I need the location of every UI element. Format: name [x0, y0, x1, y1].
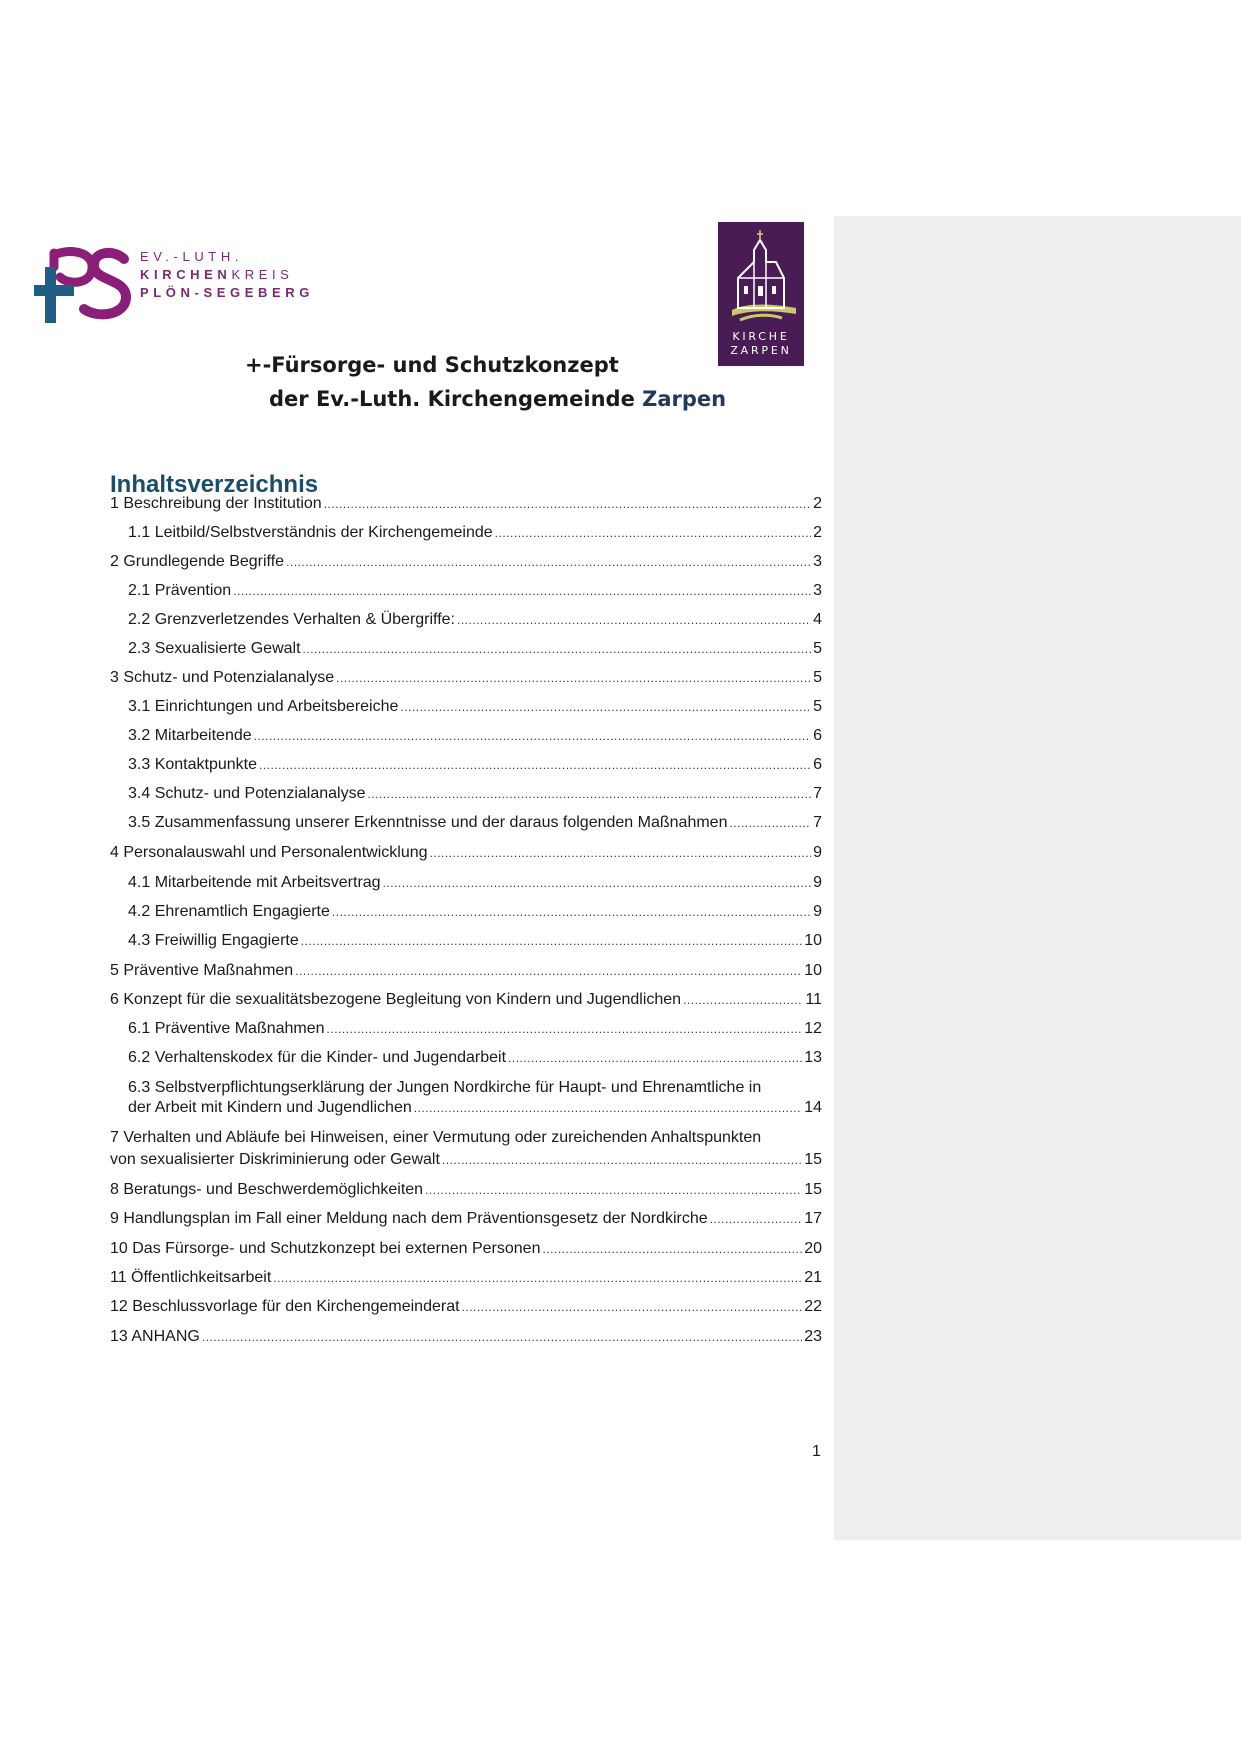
- toc-entry[interactable]: [128, 812, 822, 834]
- toc-entry[interactable]: [128, 696, 822, 718]
- toc-entry-title: 3.1 Einrichtungen und Arbeitsbereiche: [128, 698, 399, 715]
- toc-dot-leader: [383, 872, 812, 894]
- toc-entry[interactable]: [110, 1238, 822, 1260]
- document-title-line-2: [269, 387, 726, 411]
- toc-entry-page: 22: [804, 1298, 822, 1315]
- toc-dot-leader: [259, 754, 811, 776]
- kirchenkreis-logo: [32, 245, 332, 325]
- toc-dot-leader: [233, 580, 811, 602]
- toc-entry-page: 5: [813, 640, 822, 657]
- toc-dot-leader: [710, 1208, 803, 1230]
- toc-entry-title: von sexualisierter Diskriminierung oder Gewalt: [110, 1151, 440, 1168]
- toc-entry-title: 6.1 Präventive Maßnahmen: [128, 1020, 325, 1037]
- toc-entry-title: 1 Beschreibung der Institution: [110, 495, 322, 512]
- toc-entry-page: 21: [804, 1269, 822, 1286]
- toc-entry[interactable]: [110, 667, 822, 689]
- logo-line-2-rest: KREIS: [231, 267, 294, 282]
- toc-entry[interactable]: [128, 783, 822, 805]
- toc-entry[interactable]: [128, 725, 822, 747]
- toc-entry-title: 8 Beratungs- und Beschwerdemöglichkeiten: [110, 1181, 424, 1198]
- kirchenkreis-logo-text: [140, 248, 314, 302]
- toc-entry-page: 4: [813, 611, 822, 628]
- toc-dot-leader: [336, 667, 811, 689]
- toc-entry-page: 12: [804, 1020, 822, 1037]
- toc-dot-leader: [442, 1149, 802, 1171]
- toc-dot-leader: [295, 960, 802, 982]
- toc-entry[interactable]: [110, 1267, 822, 1289]
- toc-dot-leader: [425, 1179, 802, 1201]
- toc-entry-text-line-1: 6.3 Selbstverpflichtungserklärung der Jungen Nordkirche für Haupt- und Ehrenamtliche in: [128, 1079, 762, 1096]
- toc-entry-page: 3: [813, 582, 822, 599]
- toc-entry[interactable]: [128, 901, 822, 923]
- toc-entry-title: 4.2 Ehrenamtlich Engagierte: [128, 903, 330, 920]
- toc-entry-page: 15: [804, 1181, 822, 1198]
- toc-entry-title: 11 Öffentlichkeitsarbeit: [110, 1269, 272, 1286]
- toc-dot-leader: [327, 1018, 803, 1040]
- toc-entry-title: 2.1 Prävention: [128, 582, 232, 599]
- toc-entry-page: 7: [813, 814, 822, 831]
- toc-entry-page: 17: [804, 1210, 822, 1227]
- toc-entry[interactable]: [110, 551, 822, 573]
- church-logo-line-1: KIRCHE: [732, 330, 790, 343]
- toc-entry-page: 6: [813, 756, 822, 773]
- toc-dot-leader: [457, 609, 811, 631]
- toc-dot-leader: [286, 551, 811, 573]
- toc-entry-page: 3: [813, 553, 822, 570]
- toc-entry[interactable]: [128, 522, 822, 544]
- toc-entry-title: 9 Handlungsplan im Fall einer Meldung nach dem Präventionsgesetz der Nordkirche: [110, 1210, 708, 1227]
- toc-entry[interactable]: [110, 1296, 822, 1318]
- toc-entry[interactable]: [110, 842, 822, 864]
- logo-line-3: PLÖN-SEGEBERG: [140, 285, 314, 300]
- toc-entry-title: 6.2 Verhaltenskodex für die Kinder- und Jugendarbeit: [128, 1049, 507, 1066]
- toc-dot-leader: [508, 1047, 802, 1069]
- toc-entry-page: 6: [813, 727, 822, 744]
- toc-entry-title: 2.3 Sexualisierte Gewalt: [128, 640, 301, 657]
- toc-dot-leader: [542, 1238, 802, 1260]
- toc-dot-leader: [683, 989, 803, 1011]
- toc-entry-title: 3.5 Zusammenfassung unserer Erkenntnisse und der daraus folgenden Maßnahmen: [128, 814, 728, 831]
- toc-entry[interactable]: [110, 493, 822, 515]
- toc-heading: Inhaltsverzeichnis: [110, 471, 319, 498]
- toc-dot-leader: [430, 842, 812, 864]
- toc-entry-title: 3.2 Mitarbeitende: [128, 727, 252, 744]
- toc-entry-page: 10: [804, 962, 822, 979]
- toc-entry-page: 2: [813, 495, 822, 512]
- toc-dot-leader: [462, 1296, 803, 1318]
- logo-line-2-bold: KIRCHEN: [140, 267, 232, 282]
- toc-entry-page: 11: [805, 991, 822, 1008]
- toc-entry[interactable]: [110, 960, 822, 982]
- toc-entry-text-line-1: 7 Verhalten und Abläufe bei Hinweisen, einer Vermutung oder zureichenden Anhaltspunkten: [110, 1129, 762, 1146]
- toc-entry[interactable]: [128, 872, 822, 894]
- ps-cross-logo-icon: [32, 245, 132, 325]
- toc-entry-title: 3.3 Kontaktpunkte: [128, 756, 257, 773]
- toc-entry-page: 2: [813, 524, 822, 541]
- toc-entry-page: 9: [813, 844, 822, 861]
- toc-entry-page: 7: [813, 785, 822, 802]
- toc-entry[interactable]: [128, 609, 822, 631]
- toc-entry-page: 9: [813, 874, 822, 891]
- toc-entry-title: 2 Grundlegende Begriffe: [110, 553, 285, 570]
- toc-entry-page: 14: [804, 1099, 822, 1116]
- church-logo-line-2: ZARPEN: [730, 344, 792, 357]
- toc-entry[interactable]: [110, 1208, 822, 1230]
- toc-entry[interactable]: [128, 930, 822, 952]
- toc-entry[interactable]: [110, 1326, 822, 1348]
- toc-dot-leader: [324, 493, 811, 515]
- toc-entry-page: 15: [804, 1151, 822, 1168]
- church-building-icon: [718, 222, 804, 326]
- toc-dot-leader: [303, 638, 812, 660]
- toc-entry-page: 5: [813, 698, 822, 715]
- toc-entry[interactable]: [110, 989, 822, 1011]
- toc-entry[interactable]: [110, 1149, 822, 1171]
- toc-entry-title: 4.1 Mitarbeitende mit Arbeitsvertrag: [128, 874, 381, 891]
- toc-entry-title: 2.2 Grenzverletzendes Verhalten & Übergriffe:: [128, 611, 455, 628]
- comment-margin-pane: [834, 216, 1241, 1540]
- toc-dot-leader: [332, 901, 811, 923]
- toc-entry-title: 6 Konzept für die sexualitätsbezogene Begleitung von Kindern und Jugendlichen: [110, 991, 682, 1008]
- toc-entry-title: 13 ANHANG: [110, 1328, 200, 1345]
- toc-dot-leader: [400, 696, 811, 718]
- toc-entry-page: 13: [804, 1049, 822, 1066]
- toc-entry-title: 3 Schutz- und Potenzialanalyse: [110, 669, 335, 686]
- toc-entry-title: 4 Personalauswahl und Personalentwicklung: [110, 844, 428, 861]
- toc-entry[interactable]: [110, 1179, 822, 1201]
- toc-entry-page: 10: [804, 932, 822, 949]
- title-line-2-prefix: der Ev.-Luth. Kirchengemeinde: [269, 387, 643, 411]
- page-number: 1: [812, 1443, 821, 1460]
- toc-dot-leader: [495, 522, 811, 544]
- logo-line-2: [140, 266, 314, 284]
- toc-entry-page: 9: [813, 903, 822, 920]
- toc-dot-leader: [273, 1267, 802, 1289]
- toc-entry-title: 4.3 Freiwillig Engagierte: [128, 932, 299, 949]
- toc-entry-title: 1.1 Leitbild/Selbstverständnis der Kirchengemeinde: [128, 524, 493, 541]
- toc-dot-leader: [367, 783, 811, 805]
- toc-dot-leader: [729, 812, 811, 834]
- toc-entry[interactable]: [128, 1047, 822, 1069]
- toc-dot-leader: [202, 1326, 802, 1348]
- toc-entry[interactable]: [128, 754, 822, 776]
- toc-entry-title: 3.4 Schutz- und Potenzialanalyse: [128, 785, 366, 802]
- title-highlight-zarpen: Zarpen: [642, 387, 727, 411]
- toc-dot-leader: [414, 1097, 802, 1119]
- toc-dot-leader: [254, 725, 811, 747]
- toc-entry[interactable]: [128, 1018, 822, 1040]
- toc-entry[interactable]: [128, 1097, 822, 1119]
- toc-entry-title: 12 Beschlussvorlage für den Kirchengemeinderat: [110, 1298, 460, 1315]
- toc-entry-title: der Arbeit mit Kindern und Jugendlichen: [128, 1099, 412, 1116]
- toc-entry-page: 5: [813, 669, 822, 686]
- document-title-line-1: +-Fürsorge- und Schutzkonzept: [245, 353, 619, 377]
- logo-line-1: EV.-LUTH.: [140, 249, 244, 264]
- toc-entry-title: 5 Präventive Maßnahmen: [110, 962, 294, 979]
- toc-entry-page: 20: [804, 1240, 822, 1257]
- toc-entry-page: 23: [804, 1328, 822, 1345]
- toc-entry[interactable]: [128, 638, 822, 660]
- toc-entry[interactable]: [128, 580, 822, 602]
- toc-dot-leader: [301, 930, 802, 952]
- toc-entry-title: 10 Das Fürsorge- und Schutzkonzept bei externen Personen: [110, 1240, 541, 1257]
- kirche-zarpen-logo: [718, 222, 804, 366]
